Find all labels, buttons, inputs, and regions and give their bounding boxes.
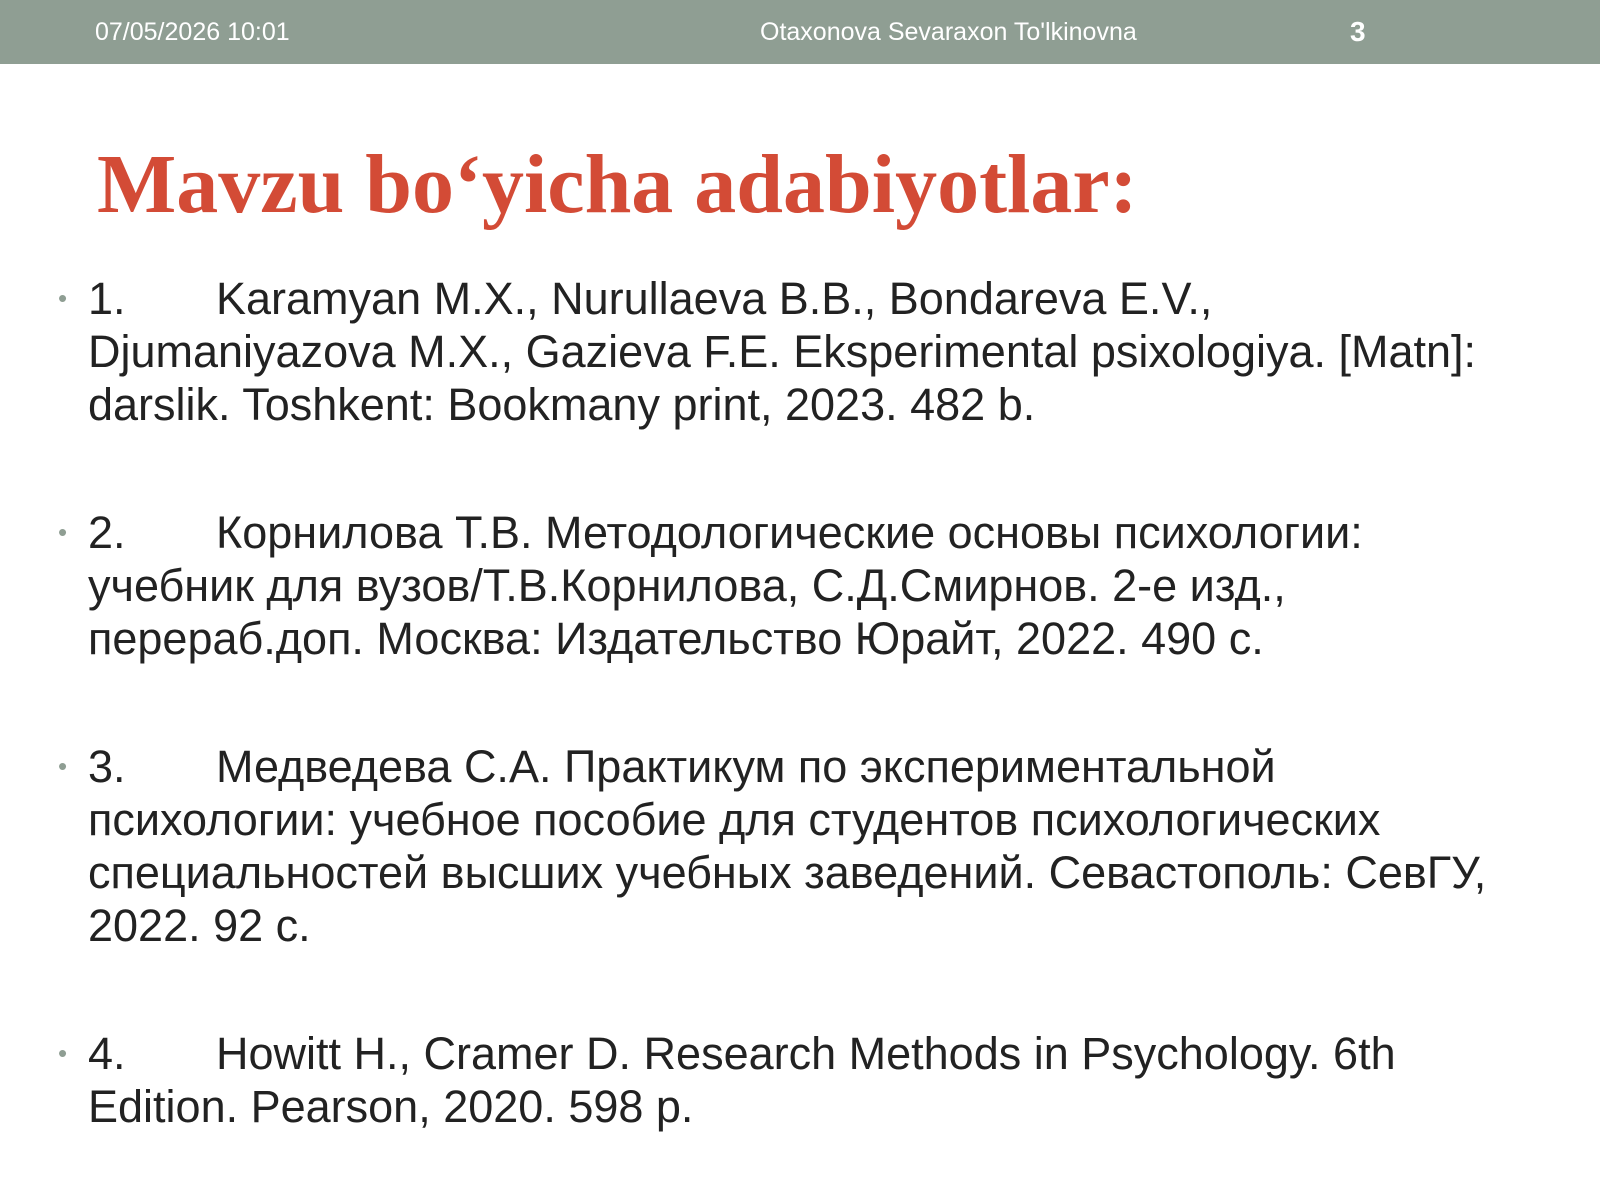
slide-author: Otaxonova Sevaraxon To'lkinovna: [760, 18, 1137, 46]
header-bar: [0, 0, 1600, 64]
reference-list: [0, 272, 1600, 1200]
reference-item: [0, 506, 1488, 665]
reference-item: [0, 272, 1488, 431]
slide-date: 07/05/2026 10:01: [95, 18, 290, 46]
reference-text: Howitt H., Cramer D. Research Methods in Psychology. 6th Edition. Pearson, 2020. 598 p.: [88, 1028, 1396, 1132]
reference-number: 4.: [88, 1028, 126, 1079]
reference-item: [0, 740, 1488, 952]
slide-title: Mavzu bo‘yicha adabiyotlar:: [97, 138, 1138, 231]
reference-item: [0, 1027, 1488, 1133]
reference-text: Karamyan M.X., Nurullaeva B.B., Bondareva E.V., Djumaniyazova M.X., Gazieva F.E. Eksperimental psixologiya. [Matn]: darslik. Toshkent: Bookmany print, 2023. 482 b.: [88, 273, 1477, 430]
reference-number: 3.: [88, 741, 126, 792]
bullet-icon: •: [58, 751, 68, 781]
bullet-icon: •: [58, 1038, 68, 1068]
reference-number: 2.: [88, 507, 126, 558]
reference-number: 1.: [88, 273, 126, 324]
slide-page-number: 3: [1350, 16, 1366, 47]
bullet-icon: •: [58, 517, 68, 547]
reference-text: Медведева С.А. Практикум по экспериментальной психологии: учебное пособие для студентов психологических специальностей высших учебных заведений. Севастополь: СевГУ, 2022. 92 с.: [88, 741, 1487, 951]
bullet-icon: •: [58, 283, 68, 313]
reference-text: Корнилова Т.В. Методологические основы психологии: учебник для вузов/Т.В.Корнилова, С.Д.Смирнов. 2-е изд., перераб.доп. Москва: Издательство Юрайт, 2022. 490 с.: [88, 507, 1363, 664]
